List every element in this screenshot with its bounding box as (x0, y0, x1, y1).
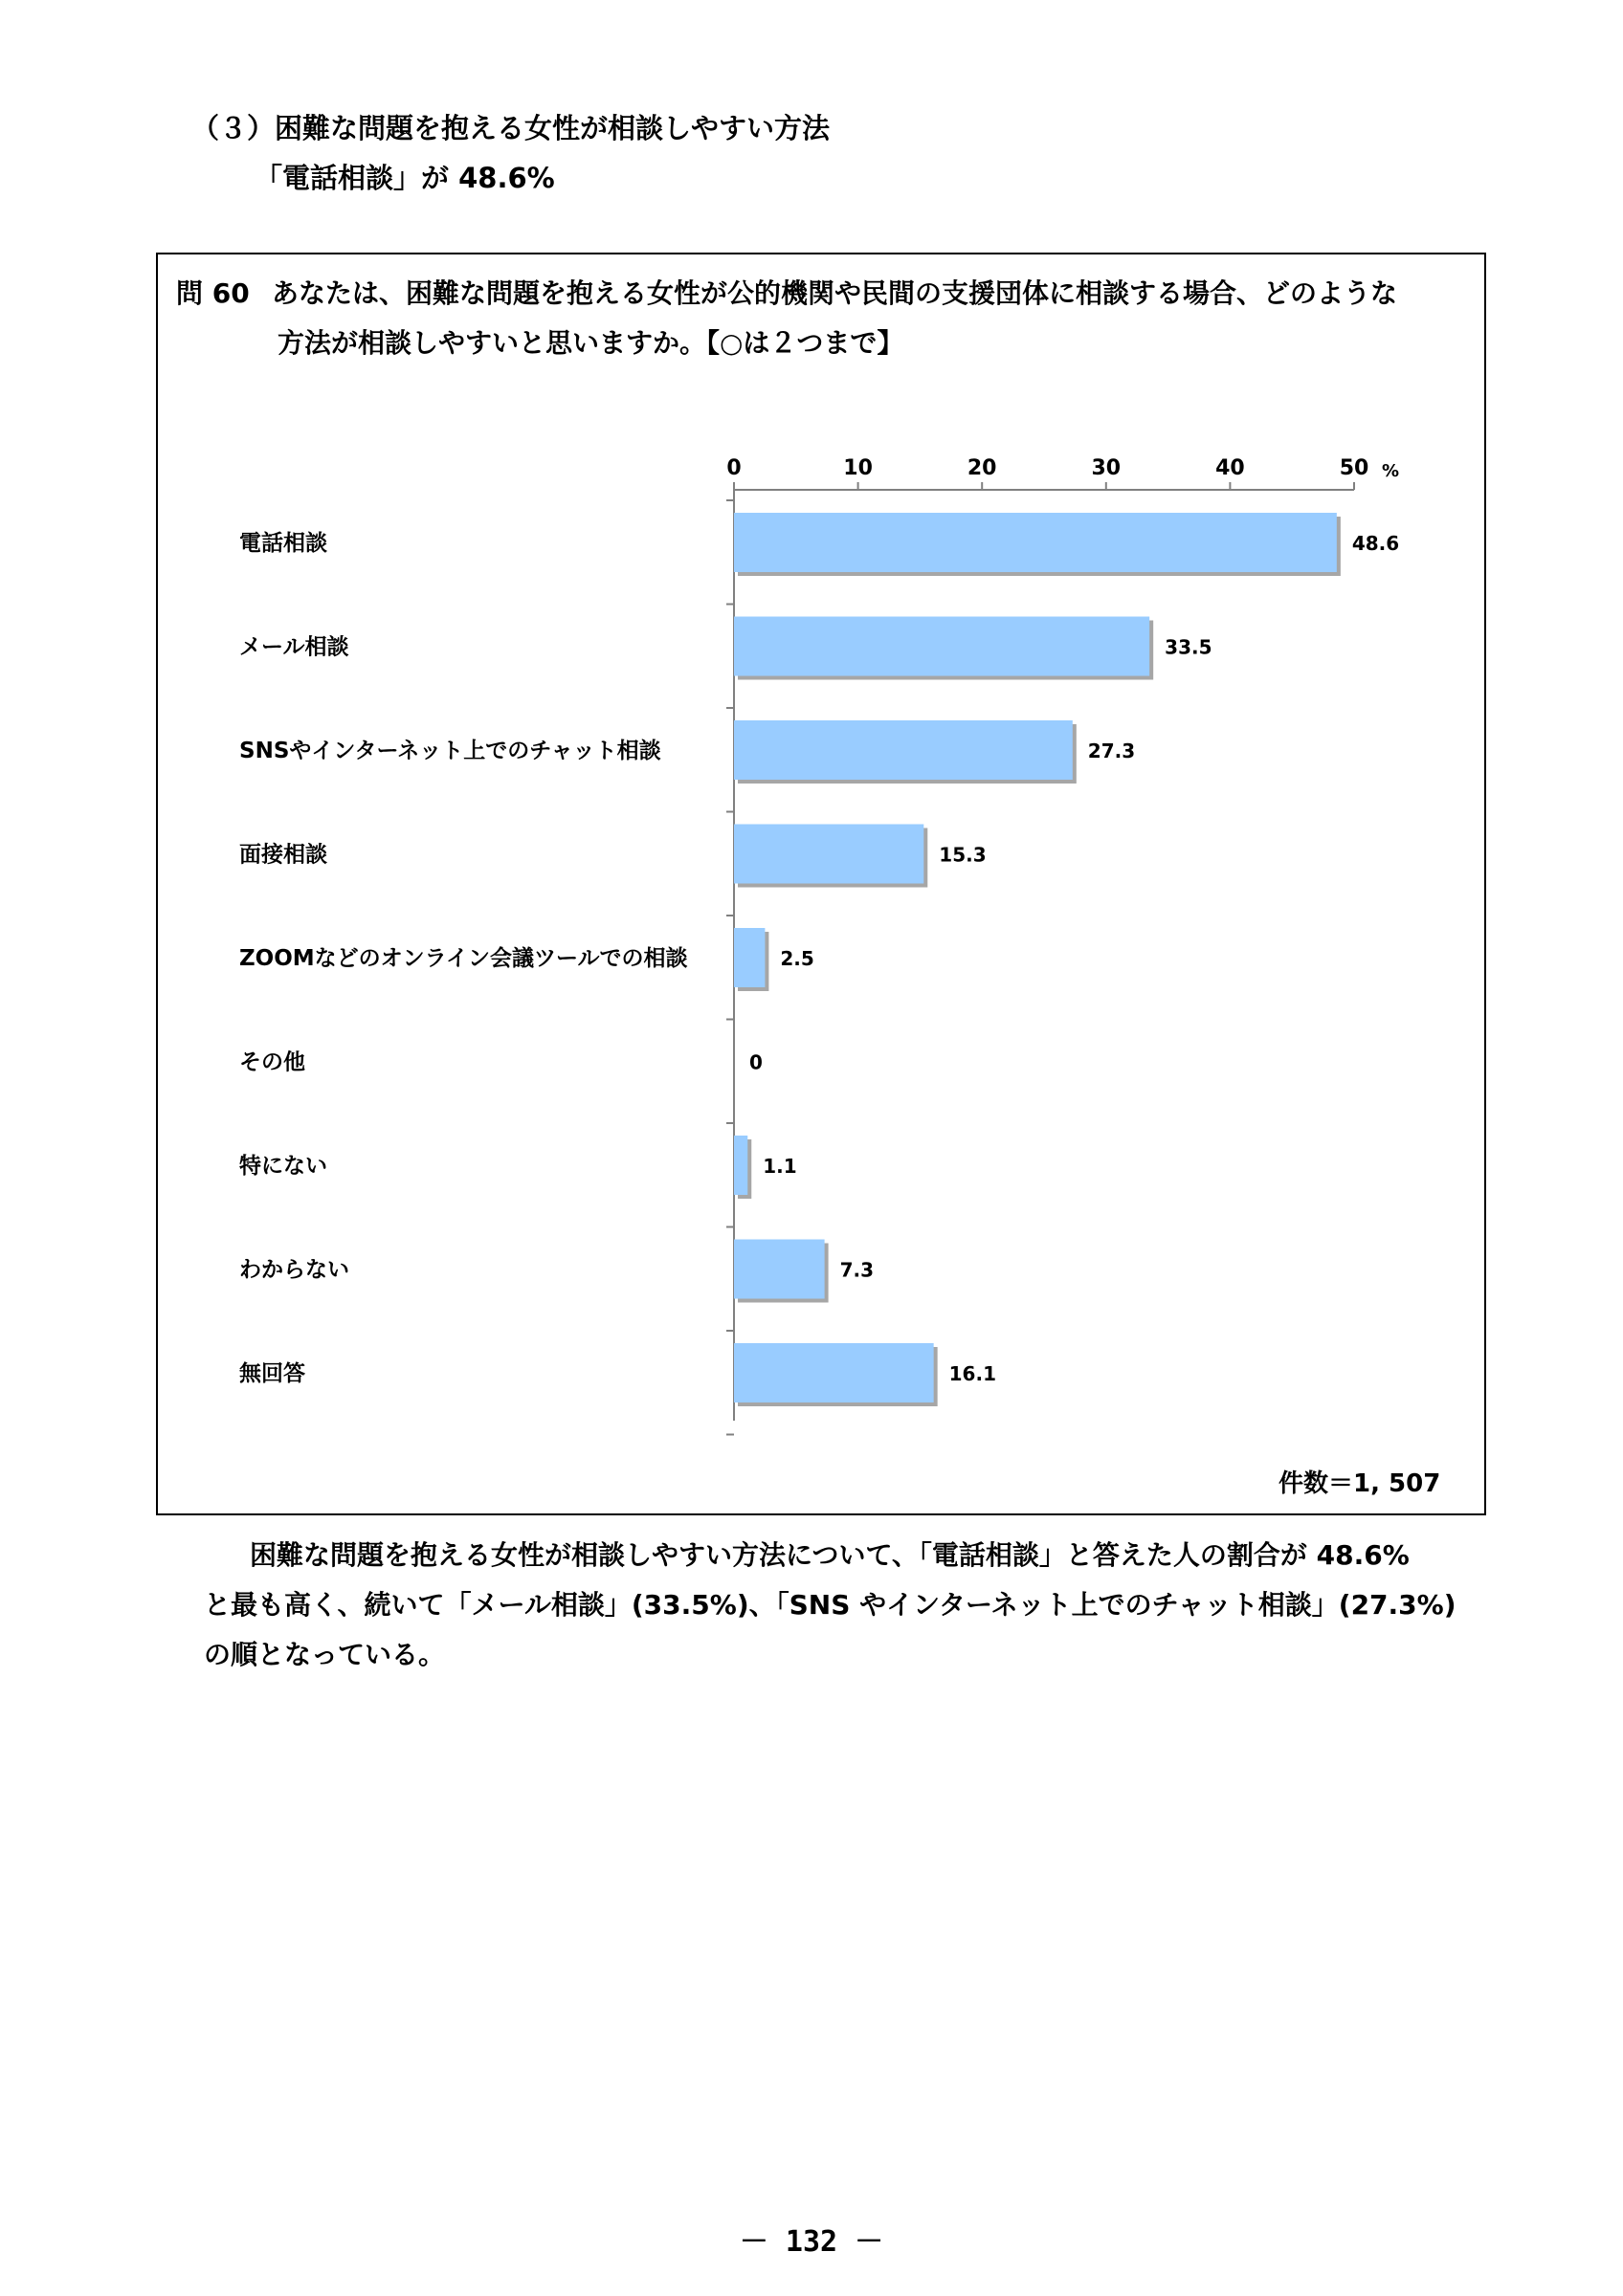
data-label: 33.5 (1165, 635, 1212, 659)
data-label: 0 (749, 1050, 763, 1074)
category-label: わからない (239, 1257, 349, 1283)
summary-line-1: 困難な問題を抱える女性が相談しやすい方法について、「電話相談」と答えた人の割合が 48.6% (250, 1539, 1410, 1571)
bar (734, 1343, 934, 1402)
data-label: 16.1 (948, 1362, 997, 1385)
data-label: 7.3 (839, 1258, 875, 1282)
x-tick-label: 0 (726, 456, 742, 480)
x-tick-label: 50 (1339, 456, 1369, 480)
category-label: 特にない (239, 1154, 327, 1179)
data-label: 27.3 (1087, 740, 1136, 762)
category-label: 無回答 (239, 1361, 305, 1386)
data-label: 2.5 (780, 947, 814, 970)
summary-text (204, 1531, 1486, 1680)
response-count: 件数＝1, 507 (1278, 1469, 1441, 1498)
category-label: 面接相談 (239, 842, 327, 868)
category-label: その他 (239, 1049, 305, 1075)
category-label: SNSやインターネット上でのチャット相談 (239, 739, 661, 763)
bar (734, 1136, 747, 1195)
bar (734, 1240, 825, 1299)
data-label: 48.6 (1351, 532, 1400, 555)
x-unit-label: % (1381, 461, 1400, 481)
x-tick-label: 10 (843, 456, 873, 480)
x-tick-label: 30 (1091, 456, 1122, 480)
question-text-line2: 方法が相談しやすいと思いますか。【○は２つまで】 (278, 327, 904, 359)
category-label: ZOOMなどのオンライン会議ツールでの相談 (239, 946, 688, 971)
section-subtitle: 「電話相談」が 48.6% (255, 162, 555, 194)
bar (734, 928, 765, 987)
page-number: － 132 － (739, 2225, 884, 2259)
category-label: 電話相談 (239, 531, 327, 556)
data-label: 15.3 (939, 843, 987, 867)
bar (734, 720, 1073, 780)
question-number: 問 60 (176, 277, 250, 309)
bar (734, 617, 1149, 676)
x-tick-label: 20 (967, 456, 997, 480)
category-label: メール相談 (239, 634, 349, 660)
bar (734, 825, 923, 884)
summary-line-3: の順となっている。 (204, 1639, 446, 1670)
data-label: 1.1 (763, 1155, 797, 1178)
bar (734, 513, 1337, 572)
question-text-line1: あなたは、困難な問題を抱える女性が公的機関や民間の支援団体に相談する場合、どのような (272, 277, 1398, 309)
summary-line-2: と最も高く、続いて「メール相談」(33.5%)、「SNS やインターネット上でのチャット相談」(27.3%) (204, 1589, 1456, 1621)
x-tick-label: 40 (1215, 456, 1245, 480)
section-title: （３）困難な問題を抱える女性が相談しやすい方法 (191, 112, 831, 144)
